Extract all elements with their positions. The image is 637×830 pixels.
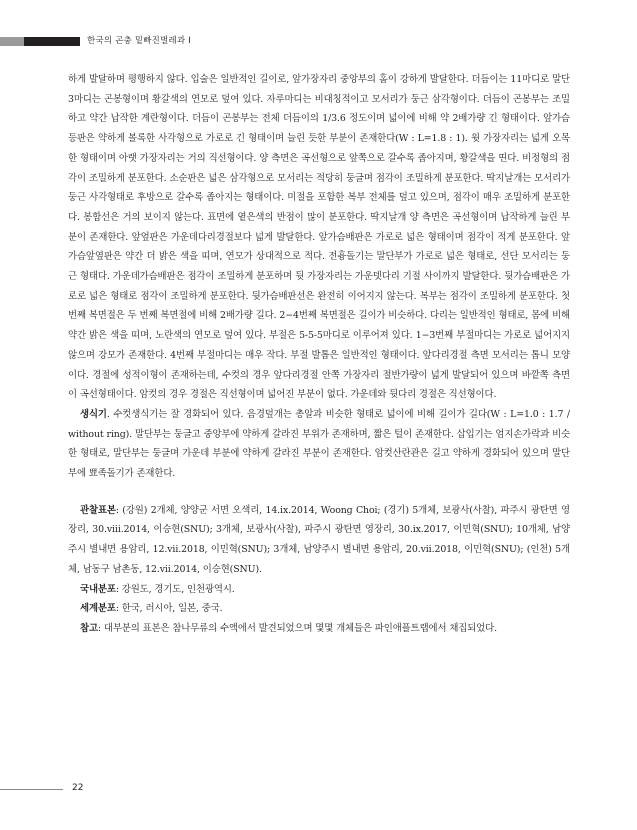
world-distribution	[68, 599, 570, 619]
domestic-distribution	[68, 580, 570, 600]
specimens-paragraph	[68, 501, 570, 580]
section-spacer	[68, 484, 570, 501]
running-title: 한국의 곤충 밑빠진벌레과 I	[87, 36, 191, 46]
genitalia-label: 생식기	[80, 408, 107, 420]
description-paragraph: 하게 발달하며 평행하지 않다. 입술은 일반적인 길이로, 앞가장자리 중앙부의 홈이 강하게 발달한다. 더듬이는 11마디로 말단 3마디는 곤봉형이며 황갈색의 연모로 덮여 있다. 자루마디는 비대칭적이고 모서리가 둥근 삼각형이다. 더듬이 곤봉부는 조밀하고 약간 납작한 계란형이다. 더듬이 곤봉부는 전체 더듬이의 1/3.6 정도이며 넓이에 비해 약 2배가량 긴 형태이다. 앞가슴등판은 약하게 볼록한 사각형으로 가로로 긴 형태이며 늘린 듯한 부분이 존재한다(W : L=1.8 : 1). 윗 가장자리는 넓게 오목한 형태이며 아랫 가장자리는 거의 직선형이다. 양 측면은 곡선형으로 앞쪽으로 갈수록 좁아지며, 황갈색을 띤다. 비정형의 점각이 조밀하게 분포한다. 소순판은 넓은 삼각형으로 모서리는 적당히 둥글며 점각이 조밀하게 분포한다. 딱지날개는 모서리가 둥근 사각형태로 후방으로 갈수록 좁아지는 형태이다. 미절을 포함한 복부 전체를 덮고 있으며, 점각이 매우 조밀하게 분포한다. 봉합선은 거의 보이지 않는다. 표면에 옅은색의 반점이 많이 분포한다. 딱지날개 양 측면은 곡선형이며 납작하게 늘린 부분이 존재한다. 앞엎판은 가운데다리경절보다 넓게 발달한다. 앞가슴배판은 가로로 넓은 형태이며 점각이 적게 분포한다. 앞가슴앞옆판은 약간 더 밝은 색을 띠며, 연모가 상대적으로 적다. 전흉돌기는 말단부가 가로로 넓은 형태로, 선단 모서리는 둥근 형태다. 가운데가슴배판은 점각이 조밀하게 분포하며 뒷 가장자리는 가운뎃다리 기절 사이까지 발달한다. 뒷가슴배판은 가로로 넓은 형태로 점각이 조밀하게 분포한다. 뒷가슴배판선은 완전히 이어지지 않는다. 복부는 점각이 조밀하게 분포한다. 첫 번째 복면절은 두 번째 복면절에 비해 2배가량 길다. 2−4번째 복면절은 길이가 비슷하다. 다리는 일반적인 형태로, 몸에 비해 약간 밝은 색을 띠며, 노란색의 연모로 덮여 있다. 부절은 5-5-5마디로 이루어져 있다. 1−3번째 부절마디는 가로로 넓어지지 않으며 강모가 존재한다. 4번째 부절마디는 매우 작다. 부절 발톱은 일반적인 형태이다. 앞다리경절 측면 모서리는 톱니 모양이다. 경절에 성적이형이 존재하는데, 수컷의 경우 앞다리경절 안쪽 가장자리 절반가량이 넓게 발달되어 있으며 바깥쪽 측면이 곡선형태이다. 암컷의 경우 경절은 직선형이며 넓어진 부분이 없다. 가운데와 뒷다리 경절은 직선형이다.	[68, 74, 570, 401]
header-bar	[24, 37, 80, 46]
genitalia-paragraph	[68, 405, 570, 484]
domestic-label: 국내분포	[80, 583, 116, 595]
world-label: 세계분포	[80, 603, 116, 615]
notes-paragraph	[68, 619, 570, 639]
header-accent-bar	[0, 37, 24, 46]
genitalia-text: . 수컷생식기는 잘 경화되어 있다. 음경덮개는 총알과 비슷한 형태로 넓이에 비해 길이가 길다(W : L=1.0 : 1.7 / without ring). 말단부는 둥글고 중앙부에 약하게 갈라진 부위가 존재하며, 짧은 털이 존재한다. 삽입기는 엄지손가락과 비슷한 형태로, 말단부는 둥글며 가운데 부분에 약하게 갈라진 부분이 존재한다. 암컷산란관은 길고 약하게 경화되어 있으며 말단부에 뾰족돌기가 존재한다.	[68, 408, 570, 480]
specimens-label: 관찰표본	[80, 504, 116, 516]
domestic-text: : 강원도, 경기도, 인천광역시.	[115, 583, 235, 595]
world-text: : 한국, 러시아, 일본, 중국.	[115, 603, 223, 615]
page-body	[68, 70, 570, 639]
page-number: 22	[72, 783, 84, 793]
notes-label: 참고	[80, 622, 98, 634]
footer-rule	[0, 789, 63, 790]
specimens-text: : (강원) 2개체, 양양군 서면 오색리, 14.ix.2014, Woong Choi; (경기) 5개체, 보광사(사찰), 파주시 광탄면 영장리, 30.viii.2014, 이승현(SNU); 3개체, 보광사(사찰), 파주시 광탄면 영장리, 30.ix.2017, 이민혁(SNU); 10개체, 남양주시 별내면 용암리, 12.vii.2018, 이민혁(SNU); 3개체, 남양주시 별내면 용암리, 20.vii.2018, 이민혁(SNU); (인천) 5개체, 남동구 남촌동, 12.vii.2014, 이승현(SNU).	[68, 504, 570, 575]
notes-text: : 대부분의 표본은 참나무류의 수액에서 발견되었으며 몇몇 개체들은 파인애플트랩에서 채집되었다.	[97, 622, 497, 634]
